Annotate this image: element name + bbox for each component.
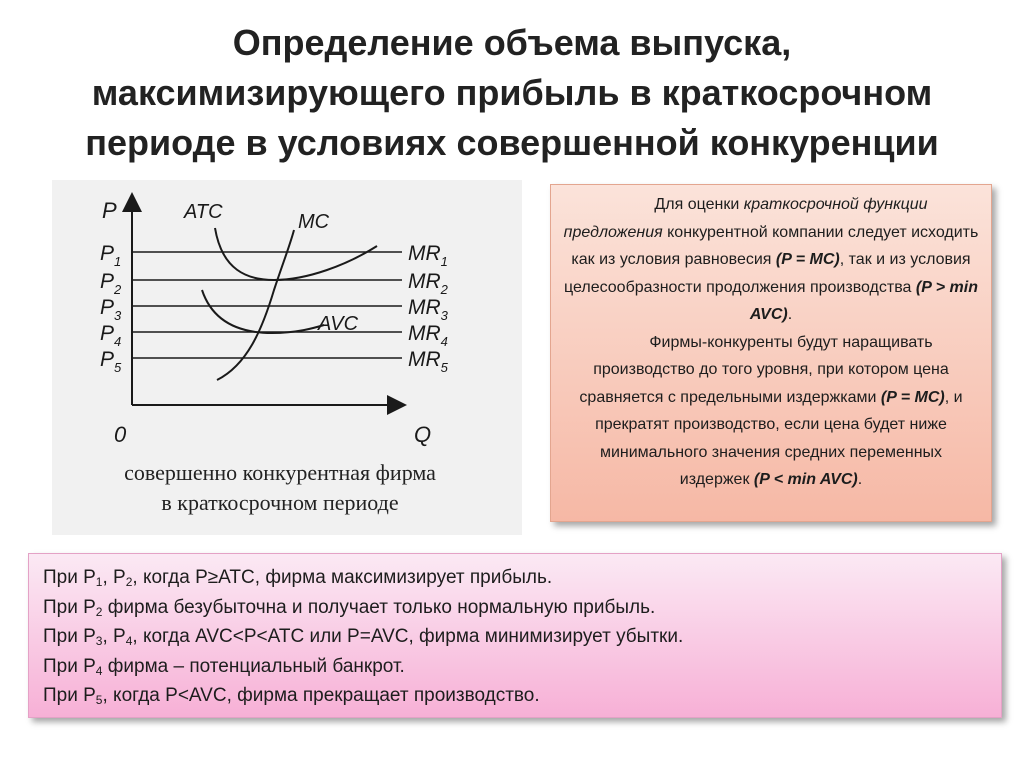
mr-label-3: $MR_3$ bbox=[408, 296, 448, 323]
summary-line-2: При $P_2$ фирма безубыточна и получает только нормальную прибыль. bbox=[43, 596, 656, 619]
atc-curve bbox=[215, 228, 377, 280]
summary-box bbox=[28, 553, 1002, 718]
price-label-3: $P_3$ bbox=[100, 296, 122, 323]
summary-line-3: При $P_3$, $P_4$, когда AVC<P<ATC или P=AVC, фирма минимизирует убытки. bbox=[43, 626, 684, 648]
x-axis-label: Q bbox=[414, 422, 432, 447]
mr-label-5: $MR_5$ bbox=[408, 348, 448, 375]
price-label-2: $P_2$ bbox=[100, 270, 122, 297]
info-paragraph-1: Для оценки краткосрочной функции предложения конкурентной компании следует исходить как из условия равновесия (P = MC), так и из условия целесообразности продолжения производства (P > min AVC). bbox=[563, 196, 979, 323]
cost-curves-svg bbox=[52, 180, 522, 535]
avc-curve bbox=[202, 290, 324, 333]
atc-label: ATC bbox=[184, 201, 223, 223]
mc-label: MC bbox=[298, 211, 330, 233]
info-paragraph-2: Фирмы-конкуренты будут наращивать производство до того уровня, при котором цена сравняется с предельными издержками (P = MC), и прекратят производство, если цена будет ниже минимального значения средних переменных издержек (P < min AVC). bbox=[579, 333, 963, 488]
origin-label: 0 bbox=[114, 422, 127, 447]
mr-label-2: $MR_2$ bbox=[408, 270, 448, 297]
graph-caption-line-2: в краткосрочном периоде bbox=[161, 490, 399, 515]
graph-caption-line-1: совершенно конкурентная фирма bbox=[124, 460, 436, 485]
slide-title bbox=[20, 18, 1004, 168]
title-line-2: максимизирующего прибыль в краткосрочном bbox=[91, 72, 933, 113]
mr-label-4: $MR_4$ bbox=[408, 322, 448, 349]
avc-label: AVC bbox=[318, 313, 359, 335]
summary-line-5: При $P_5$, когда P<AVC, фирма прекращает производство. bbox=[43, 685, 540, 707]
y-axis-label: P bbox=[102, 198, 117, 223]
cost-curves-diagram bbox=[52, 180, 522, 535]
price-label-1: $P_1$ bbox=[100, 242, 122, 269]
summary-line-1: При $P_1$, $P_2$, когда P≥ATC, фирма максимизирует прибыль. bbox=[43, 567, 553, 589]
price-label-4: $P_4$ bbox=[100, 322, 122, 349]
price-label-5: $P_5$ bbox=[100, 348, 122, 375]
info-box bbox=[550, 184, 992, 522]
title-line-1: Определение объема выпуска, bbox=[232, 22, 792, 63]
summary-line-4: При $P_4$ фирма – потенциальный банкрот. bbox=[43, 655, 405, 678]
mr-label-1: $MR_1$ bbox=[408, 242, 448, 269]
title-line-3: периоде в условиях совершенной конкуренции bbox=[85, 122, 939, 163]
